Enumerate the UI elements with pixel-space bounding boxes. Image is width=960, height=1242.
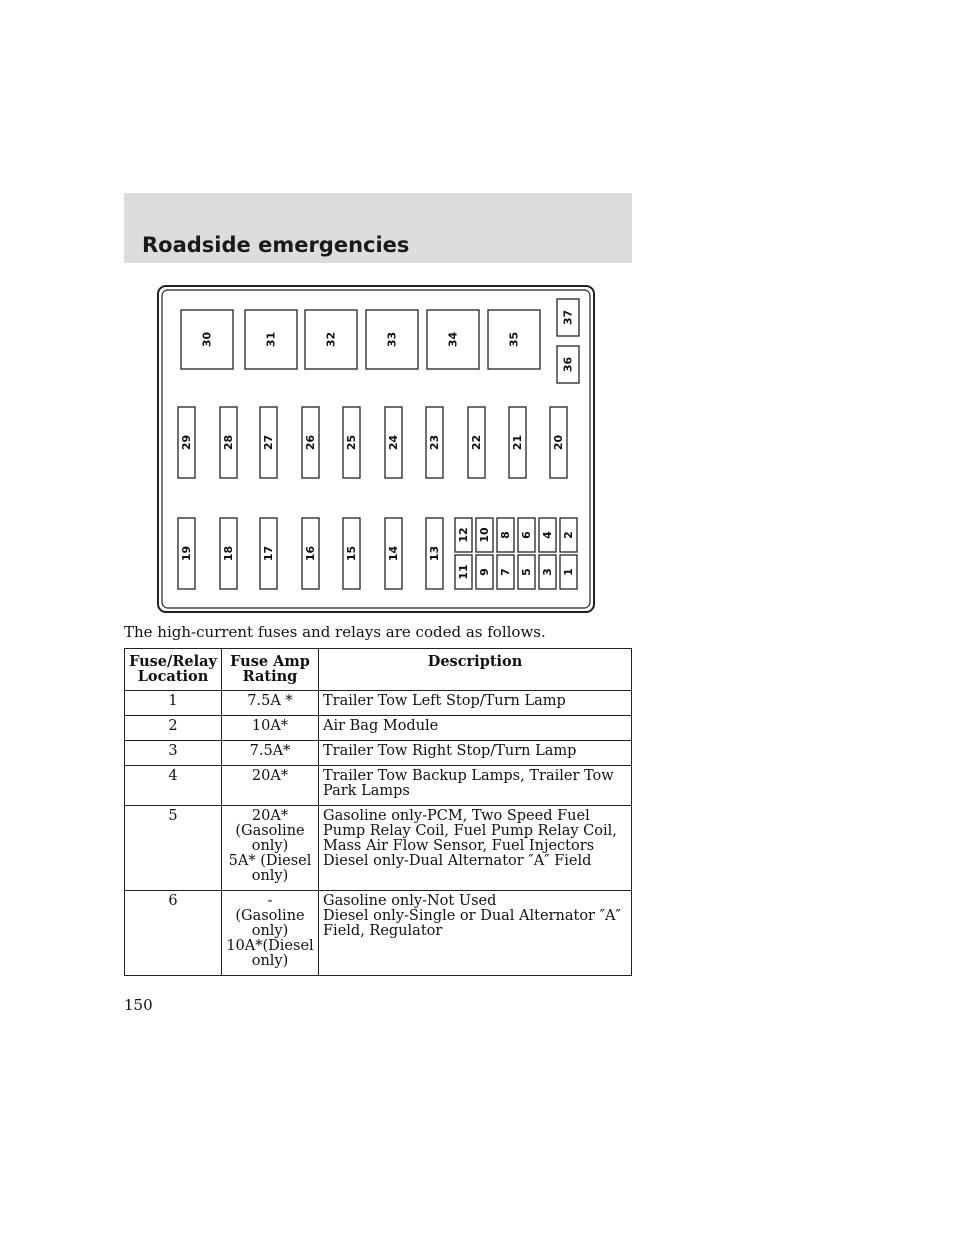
table-row bbox=[125, 891, 632, 976]
fuse-23-label: 23 bbox=[428, 434, 441, 451]
fuse-18-label: 18 bbox=[222, 545, 235, 562]
cell-rating: - (Gasoline only) 10A*(Diesel only) bbox=[222, 891, 319, 976]
fuse-12-label: 12 bbox=[457, 527, 470, 543]
fuse-15-label: 15 bbox=[345, 545, 358, 562]
cell-rating: 7.5A * bbox=[222, 691, 319, 716]
caption: The high-current fuses and relays are coded as follows. bbox=[124, 623, 546, 641]
table-row bbox=[125, 766, 632, 806]
fuse-14-label: 14 bbox=[387, 545, 400, 562]
fuse-37-label: 37 bbox=[561, 309, 575, 326]
cell-location: 4 bbox=[125, 766, 222, 806]
cell-rating: 20A* (Gasoline only) 5A* (Diesel only) bbox=[222, 806, 319, 891]
col-header-location: Fuse/Relay Location bbox=[125, 649, 222, 691]
col-header-rating: Fuse Amp Rating bbox=[222, 649, 319, 691]
fuse-table bbox=[124, 648, 632, 976]
fuse-4-label: 4 bbox=[541, 531, 554, 539]
cell-rating: 20A* bbox=[222, 766, 319, 806]
fuse-7-label: 7 bbox=[499, 568, 512, 576]
cell-description: Trailer Tow Right Stop/Turn Lamp bbox=[319, 741, 632, 766]
relay-35-label: 35 bbox=[507, 331, 521, 348]
table-row bbox=[125, 806, 632, 891]
fuse-16-label: 16 bbox=[304, 545, 317, 562]
fuse-5-label: 5 bbox=[520, 568, 533, 576]
fuse-6-label: 6 bbox=[520, 531, 533, 539]
page-number: 150 bbox=[124, 996, 153, 1014]
relay-32-label: 32 bbox=[324, 331, 338, 348]
fuse-36-label: 36 bbox=[561, 356, 575, 373]
relay-34-label: 34 bbox=[446, 331, 460, 348]
cell-location: 5 bbox=[125, 806, 222, 891]
fuse-1-label: 1 bbox=[562, 568, 575, 576]
cell-description: Air Bag Module bbox=[319, 716, 632, 741]
cell-rating: 10A* bbox=[222, 716, 319, 741]
cell-location: 2 bbox=[125, 716, 222, 741]
relay-31-label: 31 bbox=[264, 331, 278, 348]
relay-33-label: 33 bbox=[385, 331, 399, 348]
cell-location: 1 bbox=[125, 691, 222, 716]
fuse-2-label: 2 bbox=[562, 531, 575, 539]
cell-description: Gasoline only-Not Used Diesel only-Single or Dual Alternator ″A″ Field, Regulator bbox=[319, 891, 632, 976]
fuse-10-label: 10 bbox=[478, 527, 491, 543]
fuse-20-label: 20 bbox=[552, 434, 565, 451]
fuse-21-label: 21 bbox=[511, 434, 524, 451]
cell-description: Trailer Tow Left Stop/Turn Lamp bbox=[319, 691, 632, 716]
cell-description: Trailer Tow Backup Lamps, Trailer Tow Park Lamps bbox=[319, 766, 632, 806]
fuse-19-label: 19 bbox=[180, 545, 193, 562]
fuse-22-label: 22 bbox=[470, 434, 483, 451]
cell-location: 3 bbox=[125, 741, 222, 766]
fuse-25-label: 25 bbox=[345, 434, 358, 451]
fuse-29-label: 29 bbox=[180, 434, 193, 451]
col-header-description: Description bbox=[319, 649, 632, 691]
fuse-26-label: 26 bbox=[304, 434, 317, 451]
cell-rating: 7.5A* bbox=[222, 741, 319, 766]
fuse-17-label: 17 bbox=[262, 545, 275, 562]
fuse-13-label: 13 bbox=[428, 545, 441, 562]
cell-description: Gasoline only-PCM, Two Speed Fuel Pump Relay Coil, Fuel Pump Relay Coil, Mass Air Flow Sensor, Fuel Injectors Diesel only-Dual Alternator ″A″ Field bbox=[319, 806, 632, 891]
fuse-3-label: 3 bbox=[541, 568, 554, 576]
relay-30-label: 30 bbox=[200, 331, 214, 348]
cell-location: 6 bbox=[125, 891, 222, 976]
fuse-24-label: 24 bbox=[387, 434, 400, 451]
table-row bbox=[125, 741, 632, 766]
fuse-28-label: 28 bbox=[222, 434, 235, 451]
table-row bbox=[125, 716, 632, 741]
section-title: Roadside emergencies bbox=[142, 233, 410, 257]
fuse-11-label: 11 bbox=[457, 564, 470, 580]
fuse-9-label: 9 bbox=[478, 568, 491, 576]
fuse-8-label: 8 bbox=[499, 531, 512, 539]
fuse-27-label: 27 bbox=[262, 434, 275, 451]
table-header-row bbox=[125, 649, 632, 691]
table-row bbox=[125, 691, 632, 716]
